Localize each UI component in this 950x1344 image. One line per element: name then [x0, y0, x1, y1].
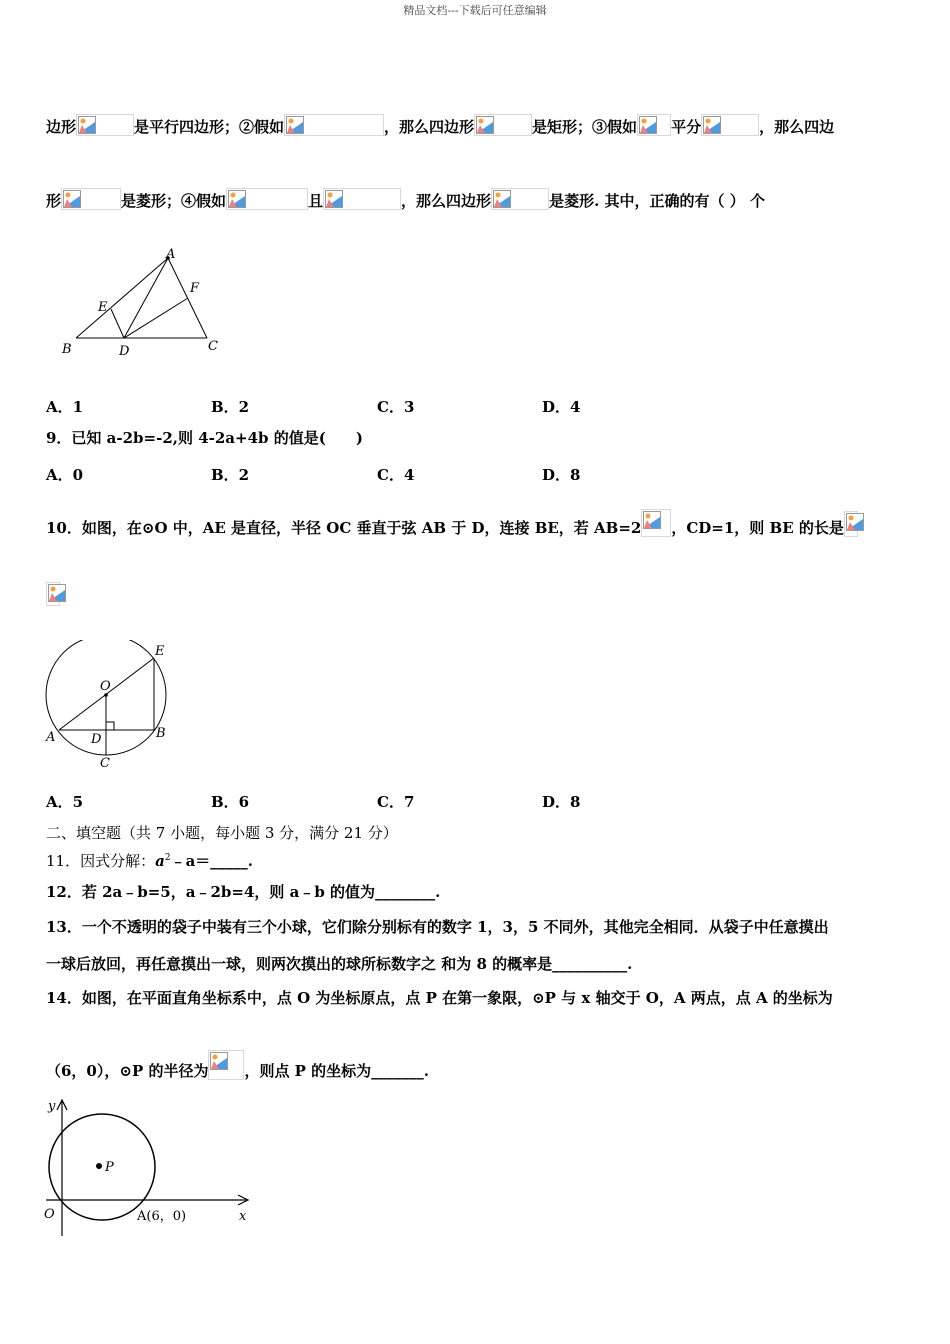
- figure-label: C: [100, 756, 110, 771]
- q13-body: 一球后放回，再任意摸出一球，则两次摸出的球所标数字之 和为 8 的概率是: [46, 955, 553, 973]
- q8-text: 是矩形；③假如: [532, 118, 638, 136]
- q14-body: ，则点 P 的坐标为: [244, 1062, 372, 1080]
- q10-text: [46, 509, 858, 538]
- broken-image-icon: [844, 511, 858, 537]
- q11-end: .: [247, 852, 254, 870]
- option-b[interactable]: B．2: [211, 466, 250, 484]
- q8-line-1: [46, 114, 834, 137]
- figure-label: A: [166, 247, 176, 262]
- figure-label: O: [100, 679, 111, 694]
- triangle-figure: [58, 245, 228, 365]
- q8-text: 是菱形. 其中，正确的有（ ） 个: [549, 192, 765, 210]
- image-placeholder-icon: [210, 1052, 228, 1070]
- image-placeholder-icon: [325, 190, 343, 208]
- q8-text: 平分: [671, 118, 702, 136]
- option-d[interactable]: D．8: [542, 466, 581, 484]
- q8-line-2: [46, 188, 765, 211]
- image-placeholder-icon: [476, 116, 494, 134]
- q8-text: ，那么四边: [759, 118, 835, 136]
- option-a[interactable]: A．5: [46, 793, 84, 811]
- coordinate-figure: [40, 1094, 255, 1239]
- broken-image-icon: [76, 114, 134, 136]
- figure-label: F: [190, 281, 200, 296]
- broken-image-icon: [284, 114, 384, 136]
- broken-image-icon: [226, 188, 308, 210]
- q10-text-part: 10．如图，在⊙O 中，AE 是直径，半径 OC 垂直于弦 AB 于 D，连接 BE，若 AB=2: [46, 519, 642, 537]
- figure-label: D: [119, 344, 130, 359]
- q12-end: .: [435, 883, 441, 901]
- section-title: 二、填空题（共 7 小题，每小题 3 分，满分 21 分）: [46, 824, 398, 842]
- q8-text: 形: [46, 192, 62, 210]
- image-placeholder-icon: [78, 116, 96, 134]
- broken-image-icon: [637, 114, 671, 136]
- q14-line-2: [46, 1050, 429, 1081]
- broken-image-icon: [491, 188, 549, 210]
- q13-line-1: 13．一个不透明的袋子中装有三个小球，它们除分别标有的数字 1，3，5 不同外，其他完全相同．从袋子中任意摸出: [46, 918, 829, 936]
- figure-label: D: [91, 732, 102, 747]
- figure-label: A: [46, 730, 56, 745]
- option-b[interactable]: B．6: [211, 793, 250, 811]
- q8-text: ，那么四边形: [401, 192, 492, 210]
- axis-label: O: [44, 1207, 55, 1222]
- image-placeholder-icon: [63, 190, 81, 208]
- q9-text: 9．已知 a-2b=-2,则 4-2a+4b 的值是( ): [46, 429, 363, 447]
- answer-blank[interactable]: _______: [371, 1062, 424, 1080]
- broken-image-icon: [701, 114, 759, 136]
- image-placeholder-icon: [639, 116, 657, 134]
- q11-prefix: 11．因式分解：: [46, 852, 156, 870]
- q10-answer-image: [46, 582, 60, 607]
- figure-label: B: [156, 726, 166, 741]
- broken-image-icon: [323, 188, 401, 210]
- figure-label: E: [98, 300, 108, 315]
- q11-text: [46, 848, 253, 871]
- broken-image-icon: [46, 582, 60, 606]
- image-placeholder-icon: [228, 190, 246, 208]
- q12-text: [46, 882, 440, 902]
- broken-image-icon: [61, 188, 121, 210]
- q11-var: a: [155, 852, 165, 870]
- q13-line-2: [46, 954, 632, 974]
- option-c[interactable]: C．3: [377, 398, 415, 416]
- answer-blank[interactable]: ________: [375, 883, 436, 901]
- image-placeholder-icon: [643, 511, 661, 529]
- q11-expr: ﹣a＝: [170, 852, 211, 870]
- q8-text: 是菱形；④假如: [121, 192, 227, 210]
- broken-image-icon: [208, 1050, 244, 1080]
- option-b[interactable]: B．2: [211, 398, 250, 416]
- option-c[interactable]: C．4: [377, 466, 415, 484]
- q8-text: ，那么四边形: [384, 118, 475, 136]
- q14-end: .: [423, 1062, 429, 1080]
- axis-label: x: [239, 1209, 247, 1224]
- broken-image-icon: [641, 509, 671, 537]
- option-d[interactable]: D．4: [542, 398, 581, 416]
- q8-text: 是平行四边形；②假如: [134, 118, 285, 136]
- answer-blank[interactable]: __________: [552, 955, 628, 973]
- q12-body: 12．若 2a﹣b=5，a﹣2b=4，则 a﹣b 的值为: [46, 883, 376, 901]
- option-a[interactable]: A．0: [46, 466, 84, 484]
- option-c[interactable]: C．7: [377, 793, 415, 811]
- q14-line-1: 14．如图，在平面直角坐标系中，点 O 为坐标原点，点 P 在第一象限，⊙P 与 x 轴交于 O，A 两点，点 A 的坐标为: [46, 989, 833, 1007]
- option-a[interactable]: A．1: [46, 398, 84, 416]
- q8-text: 边形: [46, 118, 77, 136]
- circle-figure: [40, 640, 180, 775]
- q14-body: （6，0），⊙P 的半径为: [46, 1062, 209, 1080]
- figure-label: A(6，0): [137, 1209, 187, 1224]
- figure-label: E: [155, 644, 165, 659]
- axis-label: y: [48, 1099, 56, 1114]
- figure-label: B: [62, 342, 72, 357]
- image-placeholder-icon: [703, 116, 721, 134]
- q10-text-part: ，CD=1，则 BE 的长是: [671, 519, 844, 537]
- broken-image-icon: [474, 114, 532, 136]
- page-header: 精品文档---下载后可任意编辑: [403, 4, 547, 17]
- q8-text: 且: [308, 192, 324, 210]
- image-placeholder-icon: [493, 190, 511, 208]
- image-placeholder-icon: [286, 116, 304, 134]
- q13-end: .: [627, 955, 633, 973]
- figure-label: P: [105, 1160, 114, 1175]
- q11-exponent: 2: [164, 853, 171, 863]
- option-d[interactable]: D．8: [542, 793, 581, 811]
- image-placeholder-icon: [48, 584, 66, 602]
- image-placeholder-icon: [846, 513, 864, 531]
- figure-label: C: [208, 339, 218, 354]
- answer-blank[interactable]: _____: [210, 852, 248, 870]
